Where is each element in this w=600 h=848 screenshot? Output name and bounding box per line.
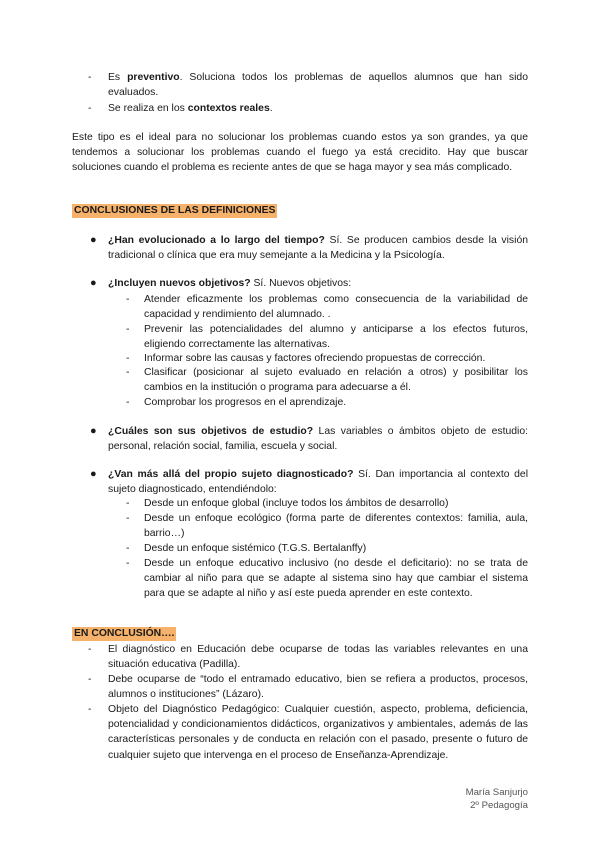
section-heading-en-conclusion: EN CONCLUSIÓN…. — [74, 628, 175, 639]
sub-item-text: Desde un enfoque global (incluye todos los ámbitos de desarrollo) — [144, 498, 449, 509]
sub-item-text: Desde un enfoque sistémico (T.G.S. Bertalanffy) — [144, 543, 367, 554]
sub-item-text: Atender eficazmente los problemas como consecuencia de la variabilidad de capacidad y rendimiento del alumnado. . — [144, 294, 528, 321]
question-text: ¿Incluyen nuevos objetivos? Sí. Nuevos objetivos: — [108, 278, 352, 289]
dash-marker: - — [126, 294, 130, 305]
dash-marker: - — [126, 367, 130, 378]
dash-marker: - — [126, 558, 130, 569]
bullet-marker: ● — [90, 277, 97, 289]
sub-item-text: Comprobar los progresos en el aprendizaje. — [144, 397, 347, 408]
sub-item-text: Desde un enfoque ecológico (forma parte de diferentes contextos: familia, aula, barrio…) — [144, 513, 528, 540]
sub-item-text: Prevenir las potencialidades del alumno y anticiparse a los efectos futuros, eligiendo correctamente las alternativas. — [144, 324, 528, 351]
sub-item-text: Informar sobre las causas y factores ofreciendo propuestas de corrección. — [144, 353, 486, 364]
dash-marker: - — [126, 513, 130, 524]
bullet-marker: ● — [90, 468, 97, 480]
section-heading-conclusiones: CONCLUSIONES DE LAS DEFINICIONES — [74, 205, 276, 216]
footer — [466, 786, 528, 812]
footer-author: María Sanjurjo — [465, 787, 528, 798]
bullet-marker: ● — [90, 234, 97, 246]
list-item-text: El diagnóstico en Educación debe ocuparse de todas las variables relevantes en una situación educativa (Padilla). — [108, 644, 528, 671]
dash-marker: - — [88, 674, 92, 685]
list-item-text: Objeto del Diagnóstico Pedagógico: Cualquier cuestión, aspecto, problema, deficiencia, potencialidad y condicionamientos didácticos, organizativos y ambientales, además de las características personales y de conducta en relación con el pasado, presente o futuro de cualquier sujeto que intervenga en el proceso de Enseñanza-Aprendizaje. — [108, 704, 528, 761]
list-item-text: Es preventivo. Soluciona todos los problemas de aquellos alumnos que han sido evaluados. — [108, 72, 528, 99]
intro-paragraph: Este tipo es el ideal para no solucionar los problemas cuando estos ya son grandes, ya que tendemos a solucionar los problemas cuando el fuego ya está crecidito. Hay que buscar soluciones cuando el problema es reciente antes de que se haga mayor y sea más complicado. — [72, 132, 528, 174]
sub-item-text: Clasificar (posicionar al sujeto evaluado en relación a otros) y posibilitar los cambios en la institución o programa para adecuarse a él. — [144, 367, 528, 394]
list-item-text: Debe ocuparse de “todo el entramado educativo, bien se refiera a productos, procesos, alumnos o instituciones” (Lázaro). — [108, 674, 528, 701]
dash-marker: - — [88, 103, 92, 114]
question-text: ¿Han evolucionado a lo largo del tiempo? Sí. Se producen cambios desde la visión tradicional o clínica que era muy semejante a la Medicina y la Psicología. — [108, 235, 528, 262]
sub-item-text: Desde un enfoque educativo inclusivo (no desde el deficitario): no se trata de cambiar al niño para que se adapte al sistema sino hay que cambiar el sistema para que se adapte al niño y así este pueda aprender en este contexto. — [144, 558, 528, 600]
question-text: ¿Van más allá del propio sujeto diagnosticado? Sí. Dan importancia al contexto del sujeto diagnosticado, entendiéndolo: — [108, 469, 528, 496]
list-item-text: Se realiza en los contextos reales. — [108, 103, 273, 114]
dash-marker: - — [126, 498, 130, 509]
dash-marker: - — [88, 72, 92, 83]
dash-marker: - — [126, 397, 130, 408]
dash-marker: - — [126, 353, 130, 364]
dash-marker: - — [88, 644, 92, 655]
dash-marker: - — [126, 543, 130, 554]
dash-marker: - — [126, 324, 130, 335]
question-text: ¿Cuáles son sus objetivos de estudio? Las variables o ámbitos objeto de estudio: personal, relación social, familia, escuela y social. — [108, 426, 529, 453]
bullet-marker: ● — [90, 425, 97, 437]
dash-marker: - — [88, 704, 92, 715]
footer-course: 2º Pedagogía — [470, 800, 528, 811]
